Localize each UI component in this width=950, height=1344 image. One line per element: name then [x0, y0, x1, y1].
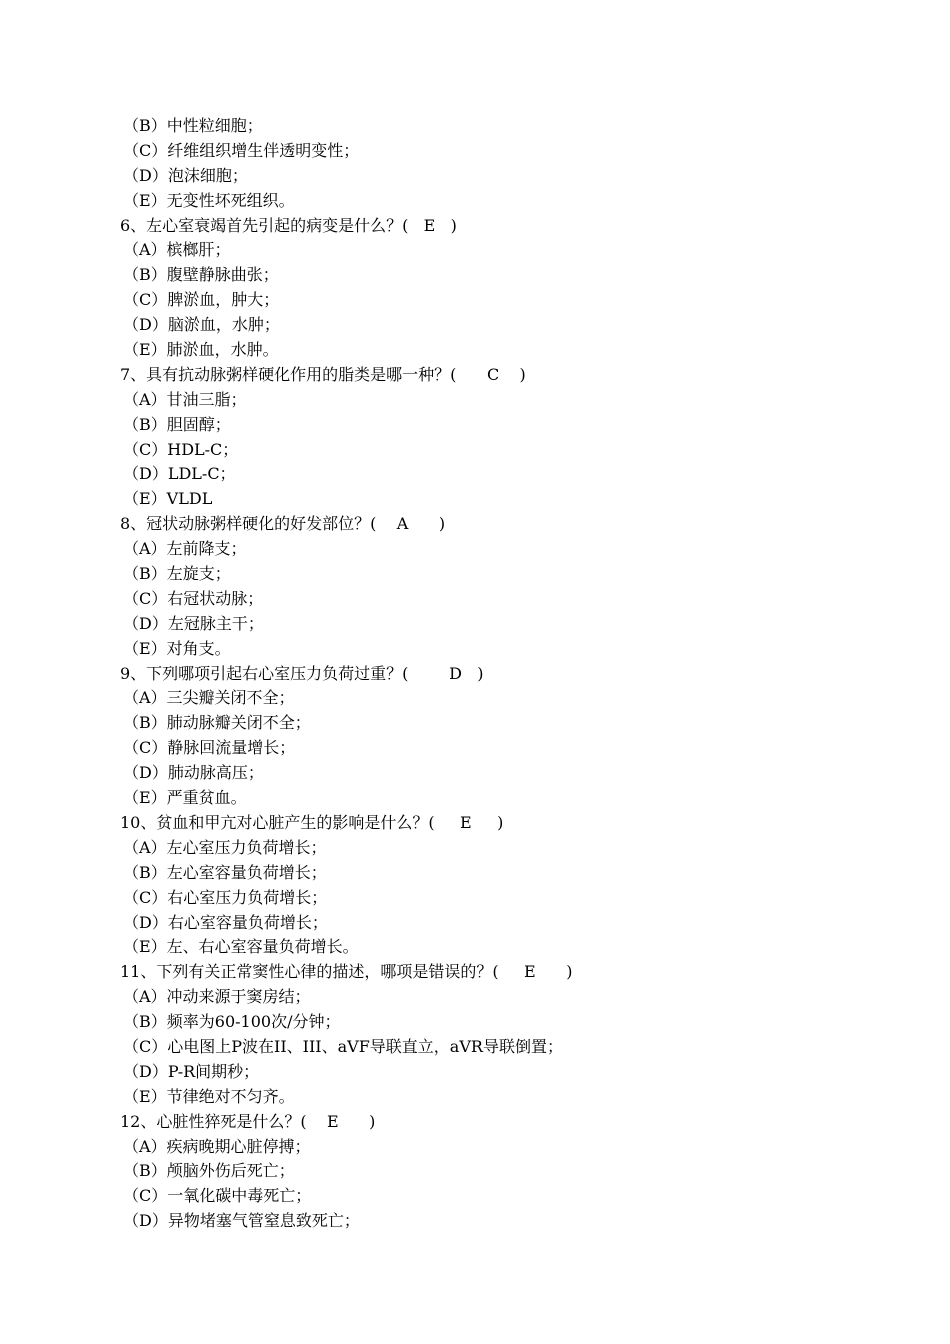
- question-text: 11、下列有关正常窦性心律的描述，哪项是错误的？( E ): [120, 962, 573, 982]
- option-text: （E）左、右心室容量负荷增长。: [123, 937, 359, 957]
- option-text: （D）脑淤血，水肿；: [123, 315, 280, 335]
- option-text: （B）胆固醇；: [123, 414, 231, 434]
- option-text: （D）P-R间期秒；: [123, 1061, 260, 1081]
- option-text: （D）左冠脉主干；: [123, 613, 264, 633]
- option-text: （A）甘油三脂；: [123, 389, 247, 409]
- option-text: （C）静脉回流量增长；: [123, 738, 296, 758]
- option-text: （B）左旋支；: [123, 564, 231, 584]
- option-text: （D）肺动脉高压；: [123, 763, 264, 783]
- option-text: （D）泡沫细胞；: [123, 165, 248, 185]
- option-text: （A）疾病晚期心脏停搏；: [123, 1136, 311, 1156]
- option-text: （E）VLDL: [123, 489, 213, 509]
- question-text: 7、具有抗动脉粥样硬化作用的脂类是哪一种？( C ): [120, 364, 526, 384]
- option-text: （C）一氧化碳中毒死亡；: [123, 1186, 312, 1206]
- question-text: 9、下列哪项引起右心室压力负荷过重？( D ): [120, 663, 484, 683]
- option-text: （A）左前降支；: [123, 539, 247, 559]
- document-body: [120, 114, 880, 1234]
- option-text: （D）右心室容量负荷增长；: [123, 912, 328, 932]
- option-text: （B）肺动脉瓣关闭不全；: [123, 713, 311, 733]
- option-text: （C）HDL-C；: [123, 439, 239, 459]
- option-text: （B）频率为60-100次/分钟；: [123, 1012, 341, 1032]
- question-text: 8、冠状动脉粥样硬化的好发部位？( A ): [120, 514, 446, 534]
- option-text: （D）LDL-C；: [123, 464, 236, 484]
- option-text: （C）纤维组织增生伴透明变性；: [123, 140, 360, 160]
- option-text: （A）三尖瓣关闭不全；: [123, 688, 295, 708]
- option-text: （C）右心室压力负荷增长；: [123, 887, 328, 907]
- option-text: （C）心电图上P波在II、III、aVF导联直立，aVR导联倒置；: [123, 1036, 563, 1056]
- option-text: （B）颅脑外伤后死亡；: [123, 1161, 295, 1181]
- option-text: （B）左心室容量负荷增长；: [123, 862, 327, 882]
- option-text: （E）严重贫血。: [123, 788, 247, 808]
- question-text: 6、左心室衰竭首先引起的病变是什么？( E ): [120, 215, 457, 235]
- option-text: （A）冲动来源于窦房结；: [123, 987, 311, 1007]
- option-text: （E）对角支。: [123, 638, 231, 658]
- option-text: （C）右冠状动脉；: [123, 588, 264, 608]
- option-text: （A）左心室压力负荷增长；: [123, 837, 327, 857]
- option-text: （D）异物堵塞气管窒息致死亡；: [123, 1211, 360, 1231]
- option-text: （E）无变性坏死组织。: [123, 190, 295, 210]
- question-text: 10、贫血和甲亢对心脏产生的影响是什么？( E ): [120, 812, 504, 832]
- option-text: （E）肺淤血，水肿。: [123, 340, 279, 360]
- option-text: （B）中性粒细胞；: [123, 116, 263, 135]
- option-text: （C）脾淤血，肿大；: [123, 290, 280, 310]
- option-text: （E）节律绝对不匀齐。: [123, 1086, 295, 1106]
- question-text: 12、心脏性猝死是什么？( E ): [120, 1111, 376, 1131]
- option-text: （A）槟榔肝；: [123, 240, 231, 260]
- option-text: （B）腹壁静脉曲张；: [123, 265, 279, 285]
